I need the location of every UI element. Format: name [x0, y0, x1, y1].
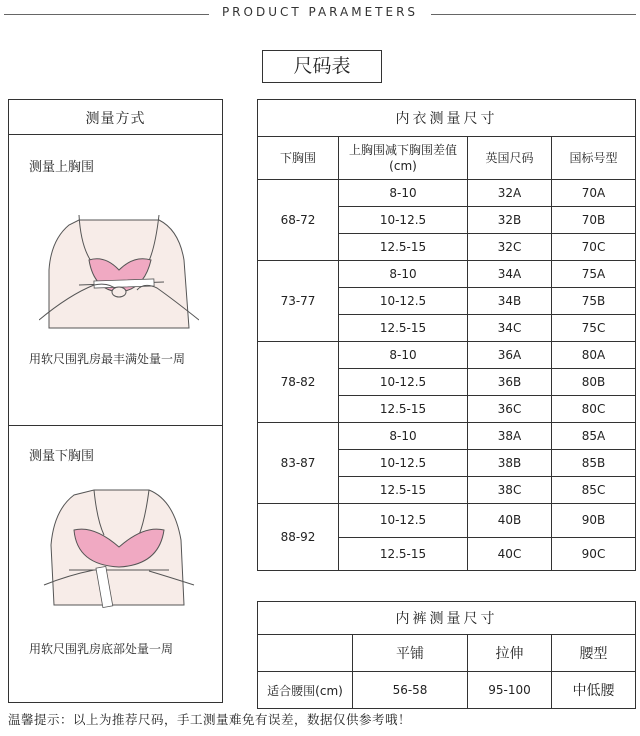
tip-note: 温馨提示：以上为推荐尺码，手工测量难免有误差，数据仅供参考哦！	[8, 712, 412, 727]
uk-size-cell: 34A	[468, 261, 552, 288]
underbust-range-cell: 68-72	[258, 180, 339, 261]
lower-bust-label: 测量下胸围	[29, 449, 95, 464]
brief-header-blank	[258, 635, 353, 672]
intl-size-cell: 80B	[552, 369, 636, 396]
uk-size-cell: 34B	[468, 288, 552, 315]
bra-table-title: 内衣测量尺寸	[258, 100, 636, 137]
header-difference	[339, 137, 468, 180]
size-chart-title: 尺码表	[262, 50, 382, 83]
header-difference-line1: 上胸围减下胸围差值	[348, 143, 457, 157]
intl-size-cell: 80C	[552, 396, 636, 423]
uk-size-cell: 36C	[468, 396, 552, 423]
bra-size-row	[258, 423, 636, 450]
bra-table-body	[258, 180, 636, 571]
bust-difference-cell: 12.5-15	[339, 396, 468, 423]
intl-size-cell: 75C	[552, 315, 636, 342]
uk-size-cell: 38C	[468, 477, 552, 504]
bust-difference-cell: 8-10	[339, 423, 468, 450]
bust-difference-cell: 8-10	[339, 261, 468, 288]
bust-difference-cell: 12.5-15	[339, 234, 468, 261]
underbust-range-cell: 88-92	[258, 504, 339, 571]
brief-stretch-value: 95-100	[468, 672, 552, 709]
bust-difference-cell: 8-10	[339, 180, 468, 207]
intl-size-cell: 85A	[552, 423, 636, 450]
bra-size-row	[258, 342, 636, 369]
brief-header-stretch: 拉伸	[468, 635, 552, 672]
bra-size-table	[257, 99, 636, 571]
bra-size-row	[258, 504, 636, 538]
brief-row-label: 适合腰围(cm)	[258, 672, 353, 709]
bra-size-row	[258, 261, 636, 288]
uk-size-cell: 40B	[468, 504, 552, 538]
bust-difference-cell: 10-12.5	[339, 207, 468, 234]
intl-size-cell: 90C	[552, 537, 636, 571]
uk-size-cell: 32B	[468, 207, 552, 234]
intl-size-cell: 80A	[552, 342, 636, 369]
header-underbust: 下胸围	[258, 137, 339, 180]
underbust-range-cell: 83-87	[258, 423, 339, 504]
underbust-range-cell: 78-82	[258, 342, 339, 423]
uk-size-cell: 38A	[468, 423, 552, 450]
upper-bust-label: 测量上胸围	[29, 160, 95, 175]
brief-flat-value: 56-58	[353, 672, 468, 709]
bust-difference-cell: 12.5-15	[339, 315, 468, 342]
measurement-method-panel	[8, 99, 223, 703]
bust-difference-cell: 10-12.5	[339, 288, 468, 315]
header-intl-size: 国标号型	[552, 137, 636, 180]
uk-size-cell: 38B	[468, 450, 552, 477]
uk-size-cell: 32A	[468, 180, 552, 207]
bust-difference-cell: 12.5-15	[339, 477, 468, 504]
brief-table-title: 内裤测量尺寸	[258, 602, 636, 635]
product-parameters-heading: PRODUCT PARAMETERS	[221, 5, 419, 19]
uk-size-cell: 34C	[468, 315, 552, 342]
brief-header-waist-type: 腰型	[552, 635, 636, 672]
intl-size-cell: 85C	[552, 477, 636, 504]
intl-size-cell: 75A	[552, 261, 636, 288]
measurement-method-title: 测量方式	[85, 111, 146, 127]
intl-size-cell: 70B	[552, 207, 636, 234]
lower-bust-illustration	[39, 485, 199, 610]
bust-difference-cell: 10-12.5	[339, 450, 468, 477]
uk-size-cell: 40C	[468, 537, 552, 571]
method-title-divider	[9, 134, 222, 135]
uk-size-cell: 32C	[468, 234, 552, 261]
uk-size-cell: 36B	[468, 369, 552, 396]
intl-size-cell: 70C	[552, 234, 636, 261]
header-uk-size: 英国尺码	[468, 137, 552, 180]
uk-size-cell: 36A	[468, 342, 552, 369]
method-section-divider	[9, 425, 222, 426]
header-difference-unit: (cm)	[389, 159, 417, 173]
bust-difference-cell: 8-10	[339, 342, 468, 369]
upper-bust-illustration	[39, 210, 199, 330]
bust-difference-cell: 12.5-15	[339, 537, 468, 571]
intl-size-cell: 75B	[552, 288, 636, 315]
intl-size-cell: 85B	[552, 450, 636, 477]
upper-bust-instruction: 用软尺围乳房最丰满处量一周	[29, 352, 186, 366]
intl-size-cell: 90B	[552, 504, 636, 538]
bust-difference-cell: 10-12.5	[339, 504, 468, 538]
lower-bust-instruction: 用软尺围乳房底部处量一周	[29, 642, 174, 656]
brief-waist-type-value: 中低腰	[552, 672, 636, 709]
brief-size-table	[257, 601, 636, 709]
bust-difference-cell: 10-12.5	[339, 369, 468, 396]
intl-size-cell: 70A	[552, 180, 636, 207]
underbust-range-cell: 73-77	[258, 261, 339, 342]
brief-header-flat: 平铺	[353, 635, 468, 672]
bra-size-row	[258, 180, 636, 207]
